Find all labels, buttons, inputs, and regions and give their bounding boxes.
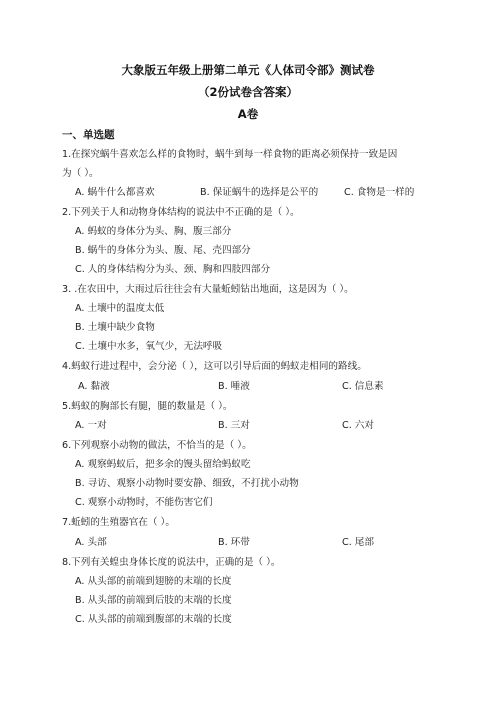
question-6-option-c: C. 观察小动物时，不能伤害它们 xyxy=(75,497,213,508)
question-6-stem: 6.下列观察小动物的做法，不恰当的是（ ）。 xyxy=(62,440,252,451)
question-6-option-a: A. 观察蚂蚁后，把多余的馒头留给蚂蚁吃 xyxy=(75,459,251,470)
question-5-option-c: C. 六对 xyxy=(342,420,374,431)
question-3-option-a: A. 土壤中的温度太低 xyxy=(75,303,165,314)
question-6-option-b: B. 寻访、观察小动物时要安静、细致，不打扰小动物 xyxy=(75,478,299,489)
question-1-stem-line1: 1.在探究蜗牛喜欢怎么样的食物时，蜗牛到每一样食物的距离必须保持一致是因 xyxy=(62,149,398,160)
question-3-stem: 3. .在农田中，大雨过后往往会有大量蚯蚓钻出地面，这是因为（ ）。 xyxy=(62,284,354,295)
question-3-option-b: B. 土壤中缺少食物 xyxy=(75,322,155,333)
question-7-option-c: C. 尾部 xyxy=(342,537,374,548)
question-4-option-c: C. 信息素 xyxy=(342,381,384,392)
question-5-option-b: B. 三对 xyxy=(218,420,250,431)
question-3-option-c: C. 土壤中水多，氧气少，无法呼吸 xyxy=(75,341,223,352)
question-2-option-c: C. 人的身体结构分为头、颈、胸和四肢四部分 xyxy=(75,264,271,275)
question-1-stem-line2: 为（ ）。 xyxy=(62,168,99,179)
question-2-option-a: A. 蚂蚁的身体分为头、胸、腹三部分 xyxy=(75,226,232,237)
question-1-option-c: C. 食物是一样的 xyxy=(344,187,415,198)
question-8-stem: 8.下列有关蝗虫身体长度的说法中，正确的是（ ）。 xyxy=(62,557,281,568)
section-heading-single-choice: 一、单选题 xyxy=(62,129,115,141)
question-7-stem: 7.蚯蚓的生殖器官在（ ）。 xyxy=(62,517,175,528)
question-8-option-b: B. 从头部的前端到后肢的末端的长度 xyxy=(75,595,232,606)
exam-title: 大象版五年级上册第二单元《人体司令部》测试卷 xyxy=(121,63,375,77)
question-4-option-b: B. 唾液 xyxy=(218,381,250,392)
question-5-stem: 5.蚂蚁的胸部长有腿，腿的数量是（ ）。 xyxy=(62,401,233,412)
exam-subtitle: （2份试卷含答案） xyxy=(197,85,298,99)
question-8-option-a: A. 从头部的前端到翅膀的末端的长度 xyxy=(75,576,232,587)
question-7-option-b: B. 环带 xyxy=(218,537,250,548)
question-7-option-a: A. 头部 xyxy=(75,537,107,548)
question-1-option-a: A. 蜗牛什么都喜欢 xyxy=(75,187,155,198)
question-8-option-c: C. 从头部的前端到腹部的末端的长度 xyxy=(75,614,232,625)
question-5-option-a: A. 一对 xyxy=(75,420,107,431)
question-2-option-b: B. 蜗牛的身体分为头、腹、尾、壳四部分 xyxy=(75,245,251,256)
question-2-stem: 2.下列关于人和动物身体结构的说法中不正确的是（ ）。 xyxy=(62,207,300,218)
paper-label: A卷 xyxy=(237,107,259,121)
question-4-stem: 4.蚂蚁行进过程中，会分泌（ ），这可以引导后面的蚂蚁走相同的路线。 xyxy=(62,361,367,372)
question-1-option-b: B. 保证蜗牛的选择是公平的 xyxy=(200,187,319,198)
question-4-option-a: A. 黏液 xyxy=(78,381,110,392)
